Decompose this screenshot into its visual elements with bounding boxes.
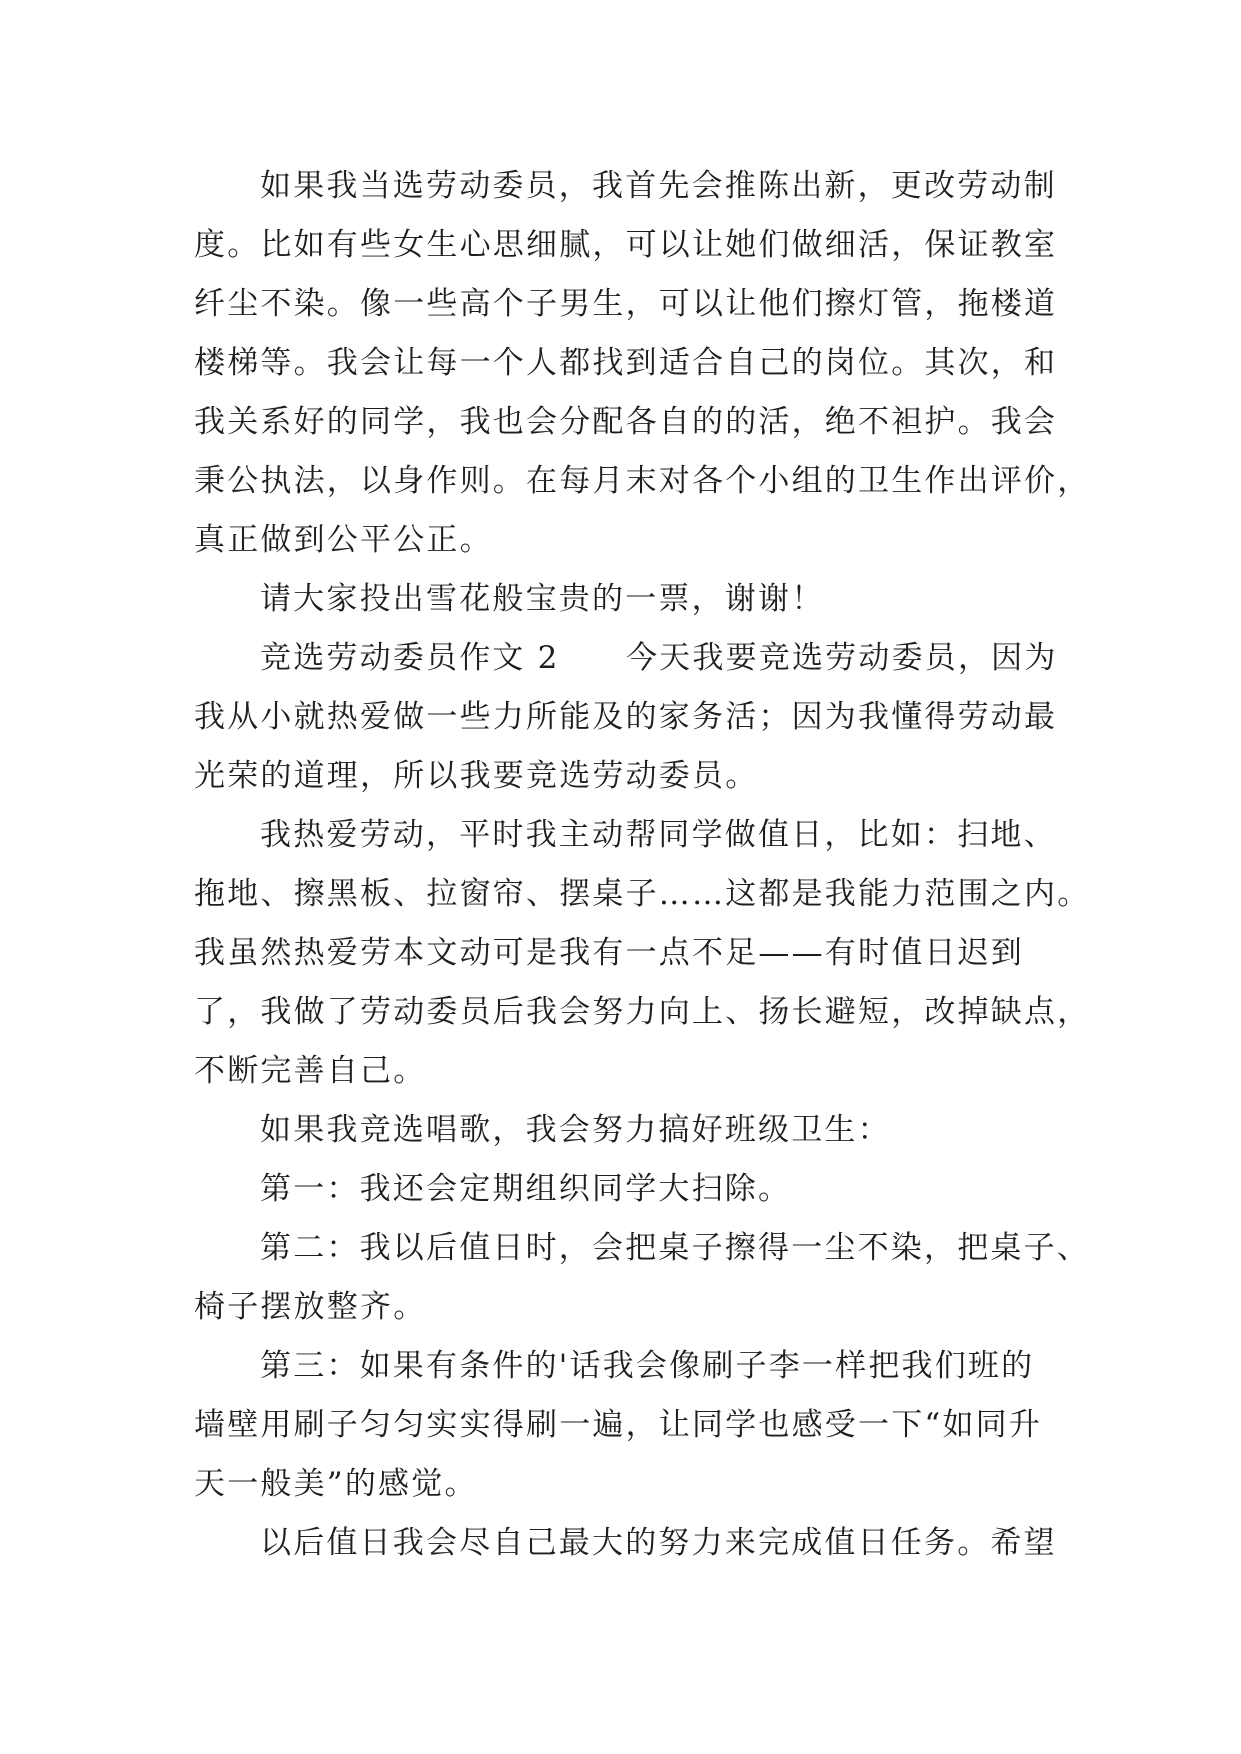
text-line: 度。比如有些女生心思细腻，可以让她们做细活，保证教室 xyxy=(194,227,1058,263)
text-line: 纤尘不染。像一些高个子男生，可以让他们擦灯管，拖楼道 xyxy=(194,286,1058,322)
text-line: 竞选劳动委员作文 2 今天我要竞选劳动委员，因为 xyxy=(260,640,1058,676)
paragraph-essay-2-intro xyxy=(194,629,1091,806)
paragraph-hygiene-plan xyxy=(194,1101,1091,1160)
paragraph-vote-request xyxy=(194,570,1091,629)
paragraph-second-point xyxy=(194,1219,1091,1337)
text-line: 第三：如果有条件的'话我会像刷子李一样把我们班的 xyxy=(260,1348,1035,1384)
paragraph-election-plan xyxy=(194,157,1091,570)
text-line: 楼梯等。我会让每一个人都找到适合自己的岗位。其次，和 xyxy=(194,345,1058,381)
text-line: 第一：我还会定期组织同学大扫除。 xyxy=(260,1171,792,1207)
text-line: 第二：我以后值日时，会把桌子擦得一尘不染，把桌子、 xyxy=(260,1230,1090,1266)
text-line: 我虽然热爱劳本文动可是我有一点不足——有时值日迟到 xyxy=(194,935,1024,971)
text-line: 天一般美”的感觉。 xyxy=(194,1466,478,1502)
text-line: 请大家投出雪花般宝贵的一票，谢谢！ xyxy=(260,581,825,617)
paragraph-third-point xyxy=(194,1337,1091,1514)
paragraph-closing xyxy=(194,1514,1091,1573)
text-line: 如果我竞选唱歌，我会努力搞好班级卫生： xyxy=(260,1112,891,1148)
text-line: 以后值日我会尽自己最大的努力来完成值日任务。希望 xyxy=(260,1525,1057,1561)
text-line: 我关系好的同学，我也会分配各自的的活，绝不袒护。我会 xyxy=(194,404,1058,440)
text-line: 我热爱劳动，平时我主动帮同学做值日，比如：扫地、 xyxy=(260,817,1057,853)
paragraph-love-labor xyxy=(194,806,1091,1101)
text-line: 了，我做了劳动委员后我会努力向上、扬长避短，改掉缺点， xyxy=(194,994,1091,1030)
paragraph-first-point xyxy=(194,1160,1091,1219)
text-line: 椅子摆放整齐。 xyxy=(194,1289,427,1325)
text-line: 墙壁用刷子匀匀实实得刷一遍，让同学也感受一下“如同升 xyxy=(194,1407,1043,1443)
text-line: 我从小就热爱做一些力所能及的家务活；因为我懂得劳动最 xyxy=(194,699,1058,735)
text-line: 拖地、擦黑板、拉窗帘、摆桌子……这都是我能力范围之内。 xyxy=(194,876,1091,912)
text-line: 秉公执法，以身作则。在每月末对各个小组的卫生作出评价， xyxy=(194,463,1091,499)
text-line: 光荣的道理，所以我要竞选劳动委员。 xyxy=(194,758,759,794)
text-line: 不断完善自己。 xyxy=(194,1053,427,1089)
text-line: 真正做到公平公正。 xyxy=(194,522,493,558)
text-line: 如果我当选劳动委员，我首先会推陈出新，更改劳动制 xyxy=(260,168,1057,204)
